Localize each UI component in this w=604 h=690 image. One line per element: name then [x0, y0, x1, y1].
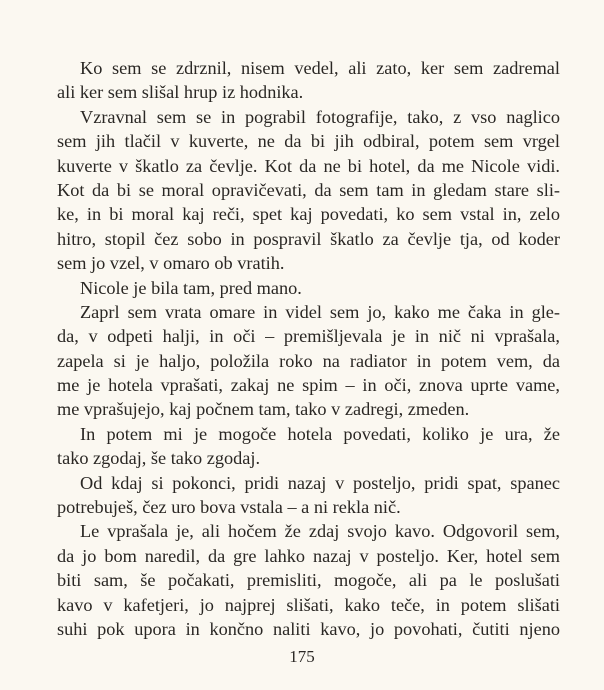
text-line: me je hotela vprašati, zakaj ne spim – in oči, znova uprte vame,	[57, 375, 560, 396]
text-line: da, v odpeti halji, in oči – premišljevala je in nič ni vprašala,	[57, 326, 560, 347]
text-line: In potem mi je mogoče hotela povedati, koliko je ura, že	[80, 423, 560, 444]
text-line: Ko sem se zdrznil, nisem vedel, ali zato, ker sem zadremal	[80, 58, 560, 78]
text-line: tako zgodaj, še tako zgodaj.	[57, 448, 261, 469]
text-line: kuverte v škatlo za čevlje. Kot da ne bi hotel, da me Nicole vidi.	[57, 155, 560, 176]
text-line: Vzravnal sem se in pograbil fotografije, tako, z vso naglico	[80, 106, 560, 127]
text-line: sem jih tlačil v kuverte, ne da bi jih odbiral, potem sem vrgel	[57, 131, 560, 152]
text-line: Kot da bi se moral opravičevati, da sem tam in gledam stare sli-	[57, 179, 560, 200]
text-line: Zaprl sem vrata omare in videl sem jo, kako me čaka in gle-	[80, 301, 560, 322]
text-line: biti sam, še počakati, premisliti, mogoče, ali pa le poslušati	[57, 570, 560, 591]
text-line: sem jo vzel, v omaro ob vratih.	[57, 253, 285, 274]
text-line: me vprašujejo, kaj počnem tam, tako v zadregi, zmeden.	[57, 399, 470, 420]
text-line: ali ker sem slišal hrup iz hodnika.	[57, 82, 304, 103]
text-line: potrebuješ, čez uro bova vstala – a ni rekla nič.	[57, 497, 401, 518]
text-line: suhi pok upora in končno naliti kavo, jo povohati, čutiti njeno	[57, 618, 560, 639]
text-line: kavo v kafetjeri, jo najprej slišati, kako teče, in potem slišati	[57, 594, 560, 615]
book-page-text	[57, 56, 560, 641]
text-line: zapela si je haljo, položila roko na radiator in potem vem, da	[57, 350, 560, 371]
text-line: ke, in bi moral kaj reči, spet kaj povedati, ko sem vstal in, zelo	[57, 204, 560, 225]
text-line: da jo bom naredil, da gre lahko nazaj v posteljo. Ker, hotel sem	[57, 545, 560, 566]
text-line: Od kdaj si pokonci, pridi nazaj v posteljo, pridi spat, spanec	[80, 472, 560, 493]
text-line: hitro, stopil čez sobo in pospravil škatlo za čevlje tja, od koder	[57, 228, 560, 249]
text-line: Nicole je bila tam, pred mano.	[80, 277, 302, 298]
text-line: Le vprašala je, ali hočem že zdaj svojo kavo. Odgovoril sem,	[80, 521, 560, 542]
page-number: 175	[289, 647, 315, 666]
